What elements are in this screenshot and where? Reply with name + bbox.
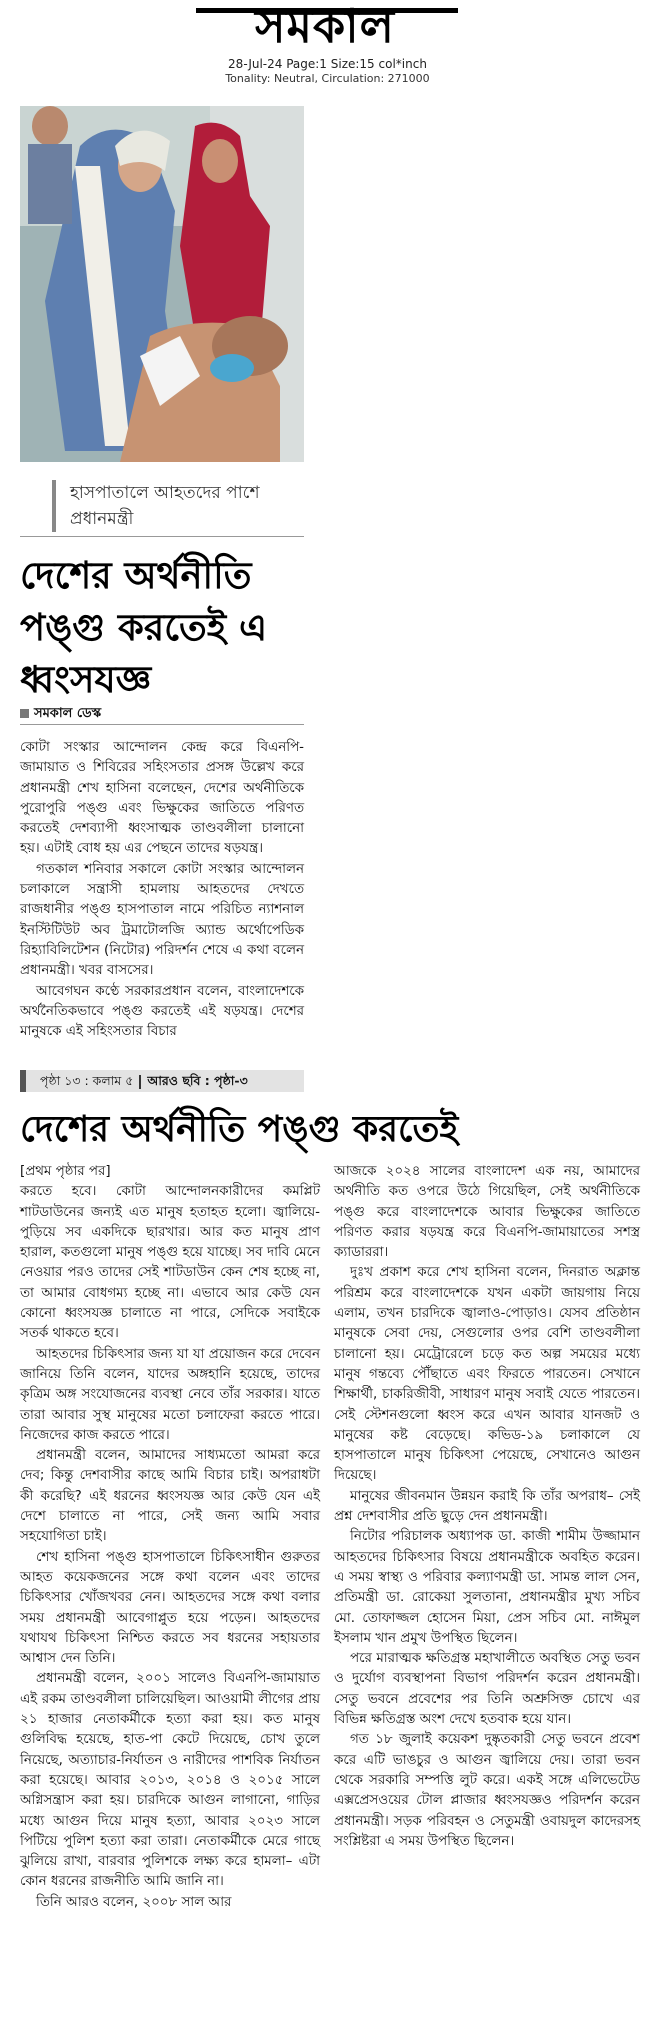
byline: [20, 704, 101, 725]
left-paragraph-5: প্রধানমন্ত্রী বলেন, ২০০১ সালেও বিএনপি-জামায়াত এই রকম তাণ্ডবলীলা চালিয়েছিল। আওয়ামী লীগের প্রায় ২১ হাজার নেতাকর্মীকে হত্যা করা হয়। কত মানুষ গুলিবিদ্ধ হয়েছে, হাত-পা কেটে দিয়েছে, চোখ তুলে নিয়েছে, অত্যাচার-নির্যাতন ও নারীদের পাশবিক নির্যাতন করা হয়েছে। আবার ২০১৩, ২০১৪ ও ২০১৫ সালে অগ্নিসন্ত্রাস করা হয়। চারদিকে আগুন লাগানো, গাড়ির মধ্যে আগুন দিয়ে মানুষ হত্যা, আবার ২০২৩ সালে পিটিয়ে পুলিশ হত্যা করা তারা। নেতাকর্মীকে মেরে গাছে ঝুলিয়ে রাখা, বারবার পুলিশকে লক্ষ্য করে হামলা– এটা কোন ধরনের রাজনীতি আমি জানি না।: [20, 1671, 320, 1890]
divider: [20, 536, 304, 537]
photo-caption: হাসপাতালে আহতদের পাশে প্রধানমন্ত্রী: [52, 480, 300, 532]
right-paragraph-2: দুঃখ প্রকাশ করে শেখ হাসিনা বলেন, দিনরাত অক্লান্ত পরিশ্রম করে বাংলাদেশকে যখন একটা জায়গায় নিয়ে এলাম, তখন চারদিকে জ্বালাও-পোড়াও। যেসব প্রতিষ্ঠান মানুষকে সেবা দেয়, সেগুলোর ওপর বেশি তাণ্ডবলীলা চালানো হয়। মেট্রোরেলে চড়ে কত অল্প সময়ের মধ্যে মানুষ গন্তব্যে পৌঁছাতে এবং ফিরতে পারতেন। সেখানে শিক্ষার্থী, চাকরিজীবী, সাধারণ মানুষ সবাই যেতে পারতেন। সেই স্টেশনগুলো ধ্বংস করে এখন আবার যানজট ও মানুষের কষ্ট বেড়েছে। কভিড-১৯ চলাকালে যে হাসপাতালে মানুষ চিকিৎসা পেয়েছে, সেখানেও আগুন দিয়েছে।: [334, 1265, 640, 1484]
continuation-left-column: [20, 1162, 320, 1913]
front-paragraph-3: আবেগঘন কণ্ঠে সরকারপ্রধান বলেন, বাংলাদেশকে অর্থনৈতিকভাবে পঙ্গু করতেই এই ষড়যন্ত্র। দেশের মানুষকে এই সহিংসতার বিচার: [20, 983, 304, 1040]
front-article-body: [20, 738, 304, 1042]
front-headline: দেশের অর্থনীতি পঙ্গু করতেই এ ধ্বংসযজ্ঞ: [20, 554, 268, 701]
right-paragraph-5: পরে মারাত্মক ক্ষতিগ্রস্ত মহাখালীতে অবস্থিত সেতু ভবন ও দুর্যোগ ব্যবস্থাপনা বিভাগ পরিদর্শন করেন প্রধানমন্ত্রী। সেতু ভবনে প্রবেশের পর তিনি অশ্রুসিক্ত চোখে এর বিভিন্ন ক্ষতিগ্রস্ত অংশ দেখে হতবাক হয়ে যান।: [334, 1651, 640, 1728]
right-paragraph-4: নিটোর পরিচালক অধ্যাপক ডা. কাজী শামীম উজ্জামান আহতদের চিকিৎসার বিষয়ে প্রধানমন্ত্রীকে অবহিত করেন। এ সময় স্বাস্থ্য ও পরিবার কল্যাণমন্ত্রী ডা. সামন্ত লাল সেন, প্রতিমন্ত্রী ডা. রোকেয়া সুলতানা, প্রধানমন্ত্রীর মুখ্য সচিব মো. তোফাজ্জল হোসেন মিয়া, প্রেস সচিব মো. নাঈমুল ইসলাম খান প্রমুখ উপস্থিত ছিলেন।: [334, 1529, 640, 1646]
left-paragraph-3: প্রধানমন্ত্রী বলেন, আমাদের সাধ্যমতো আমরা করে দেব; কিন্তু দেশবাসীর কাছে আমি বিচার চাই। অপরাধটা কী করেছি? এই ধরনের ধ্বংসযজ্ঞ আর কেউ যেন এই দেশে চালাতে না পারে, সেই জন্য আমি সবার সহযোগিতা চাই।: [20, 1448, 320, 1545]
front-paragraph-1: কোটা সংস্কার আন্দোলন কেন্দ্র করে বিএনপি-জামায়াত ও শিবিরের সহিংসতার প্রসঙ্গ উল্লেখ করে প্রধানমন্ত্রী শেখ হাসিনা বলেছেন, দেশের অর্থনীতিকে পুরোপুরি পঙ্গু এবং ভিক্ষুকের জাতিতে পরিণত করতেই দেশব্যাপী ধ্বংসাত্মক তাণ্ডবলীলা চালানো হয়। এটাই বোধ হয় এর পেছনে তাদের ষড়যন্ত্র।: [20, 740, 304, 857]
left-paragraph-1: করতে হবে। কোটা আন্দোলনকারীদের কমপ্লিট শাটডাউনের জন্যই এত মানুষ হতাহত হলো। জ্বালিয়ে-পুড়িয়ে সব একদিকে ছারখার। আর কত মানুষ প্রাণ হারাল, কতগুলো মানুষ পঙ্গু হয়ে যাচ্ছে। সব দাবি মেনে নেওয়ার পরও তাদের সেই শাটডাউন কেন শেষ হচ্ছে না, তা আমার বোধগম্য হচ্ছে না। এভাবে আর কেউ যেন কোনো ধ্বংসযজ্ঞ চালাতে না পারে, সেদিকে সবাইকে সতর্ক থাকতে হবে।: [20, 1184, 320, 1342]
continuation-headline: দেশের অর্থনীতি পঙ্গু করতেই: [20, 1109, 459, 1150]
clipping-tonality-info: Tonality: Neutral, Circulation: 271000: [225, 72, 430, 85]
news-photo: [20, 106, 304, 462]
divider: [20, 724, 304, 725]
right-paragraph-3: মানুষের জীবনমান উন্নয়ন করাই কি তাঁর অপরাধ– সেই প্রশ্ন দেশবাসীর প্রতি ছুড়ে দেন প্রধানমন্ত্রী।: [334, 1488, 640, 1525]
from-page-label: [প্রথম পৃষ্ঠার পর]: [20, 1164, 111, 1179]
jump-page-label: পৃষ্ঠা ১৩ : কলাম ৫: [40, 1073, 134, 1088]
left-paragraph-2: আহতদের চিকিৎসার জন্য যা যা প্রয়োজন করে দেবেন জানিয়ে তিনি বলেন, যাদের অঙ্গহানি হয়েছে, তাদের কৃত্রিম অঙ্গ সংযোজনের ব্যবস্থা নেবে তাঁর সরকার। যাতে তারা আবার সুস্থ মানুষের মতো চলাফেরা করতে পারে। নিজেদের কাজ করতে পারে।: [20, 1346, 320, 1443]
newspaper-logo: সমকাল: [255, 0, 395, 53]
byline-text: সমকাল ডেস্ক: [34, 706, 102, 721]
byline-square: [20, 709, 29, 718]
continuation-right-column: [334, 1162, 640, 1852]
jump-more-label: আরও ছবি : পৃষ্ঠা-৩: [147, 1073, 248, 1088]
left-paragraph-6: তিনি আরও বলেন, ২০০৮ সাল আর: [36, 1894, 232, 1910]
jump-marker: [20, 1070, 26, 1092]
front-paragraph-2: গতকাল শনিবার সকালে কোটা সংস্কার আন্দোলন চলাকালে সন্ত্রাসী হামলায় আহতদের দেখতে রাজধানীর পঙ্গু হাসপাতাল নামে পরিচিত ন্যাশনাল ইনস্টিটিউট অব ট্রমাটোলজি অ্যান্ড অর্থোপেডিক রিহ্যাবিলিটেশন (নিটোর) পরিদর্শন শেষে এ কথা বলেন প্রধানমন্ত্রী। খবর বাসসের।: [20, 861, 304, 979]
clipping-date-info: 28-Jul-24 Page:1 Size:15 col*inch: [228, 57, 427, 71]
jump-separator: [139, 1075, 141, 1089]
continued-on-bar: [20, 1070, 304, 1092]
right-paragraph-6: গত ১৮ জুলাই কয়েকশ দুষ্কৃতকারী সেতু ভবনে প্রবেশ করে এটি ভাঙচুর ও আগুন জ্বালিয়ে দেয়। তারা ভবন থেকে সরকারি সম্পত্তি লুট করে। একই সঙ্গে এলিভেটেড এক্সপ্রেসওয়ের টোল প্লাজার ধ্বংসযজ্ঞও পরিদর্শন করেন প্রধানমন্ত্রী। সড়ক পরিবহন ও সেতুমন্ত্রী ওবায়দুল কাদেরসহ সংশ্লিষ্টরা এ সময় উপস্থিত ছিলেন।: [334, 1732, 640, 1849]
left-paragraph-4: শেখ হাসিনা পঙ্গু হাসপাতালে চিকিৎসাধীন গুরুতর আহত কয়েকজনের সঙ্গে কথা বলেন এবং তাদের চিকিৎসার খোঁজখবর নেন। আহতদের সঙ্গে কথা বলার সময় প্রধানমন্ত্রী আবেগাপ্লুত হয়ে পড়েন। আহতদের যথাযথ চিকিৎসা নিশ্চিত করতে সব ধরনের সহায়তার আশ্বাস দেন তিনি।: [20, 1549, 320, 1667]
right-paragraph-1: আজকে ২০২৪ সালের বাংলাদেশ এক নয়, আমাদের অর্থনীতি কত ওপরে উঠে গিয়েছিল, সেই অর্থনীতিকে পঙ্গু করে বাংলাদেশকে আবার ভিক্ষুকের জাতিতে পরিণত করার ষড়যন্ত্র করে বিএনপি-জামায়াতের সশস্ত্র ক্যাডাররা।: [334, 1164, 640, 1261]
